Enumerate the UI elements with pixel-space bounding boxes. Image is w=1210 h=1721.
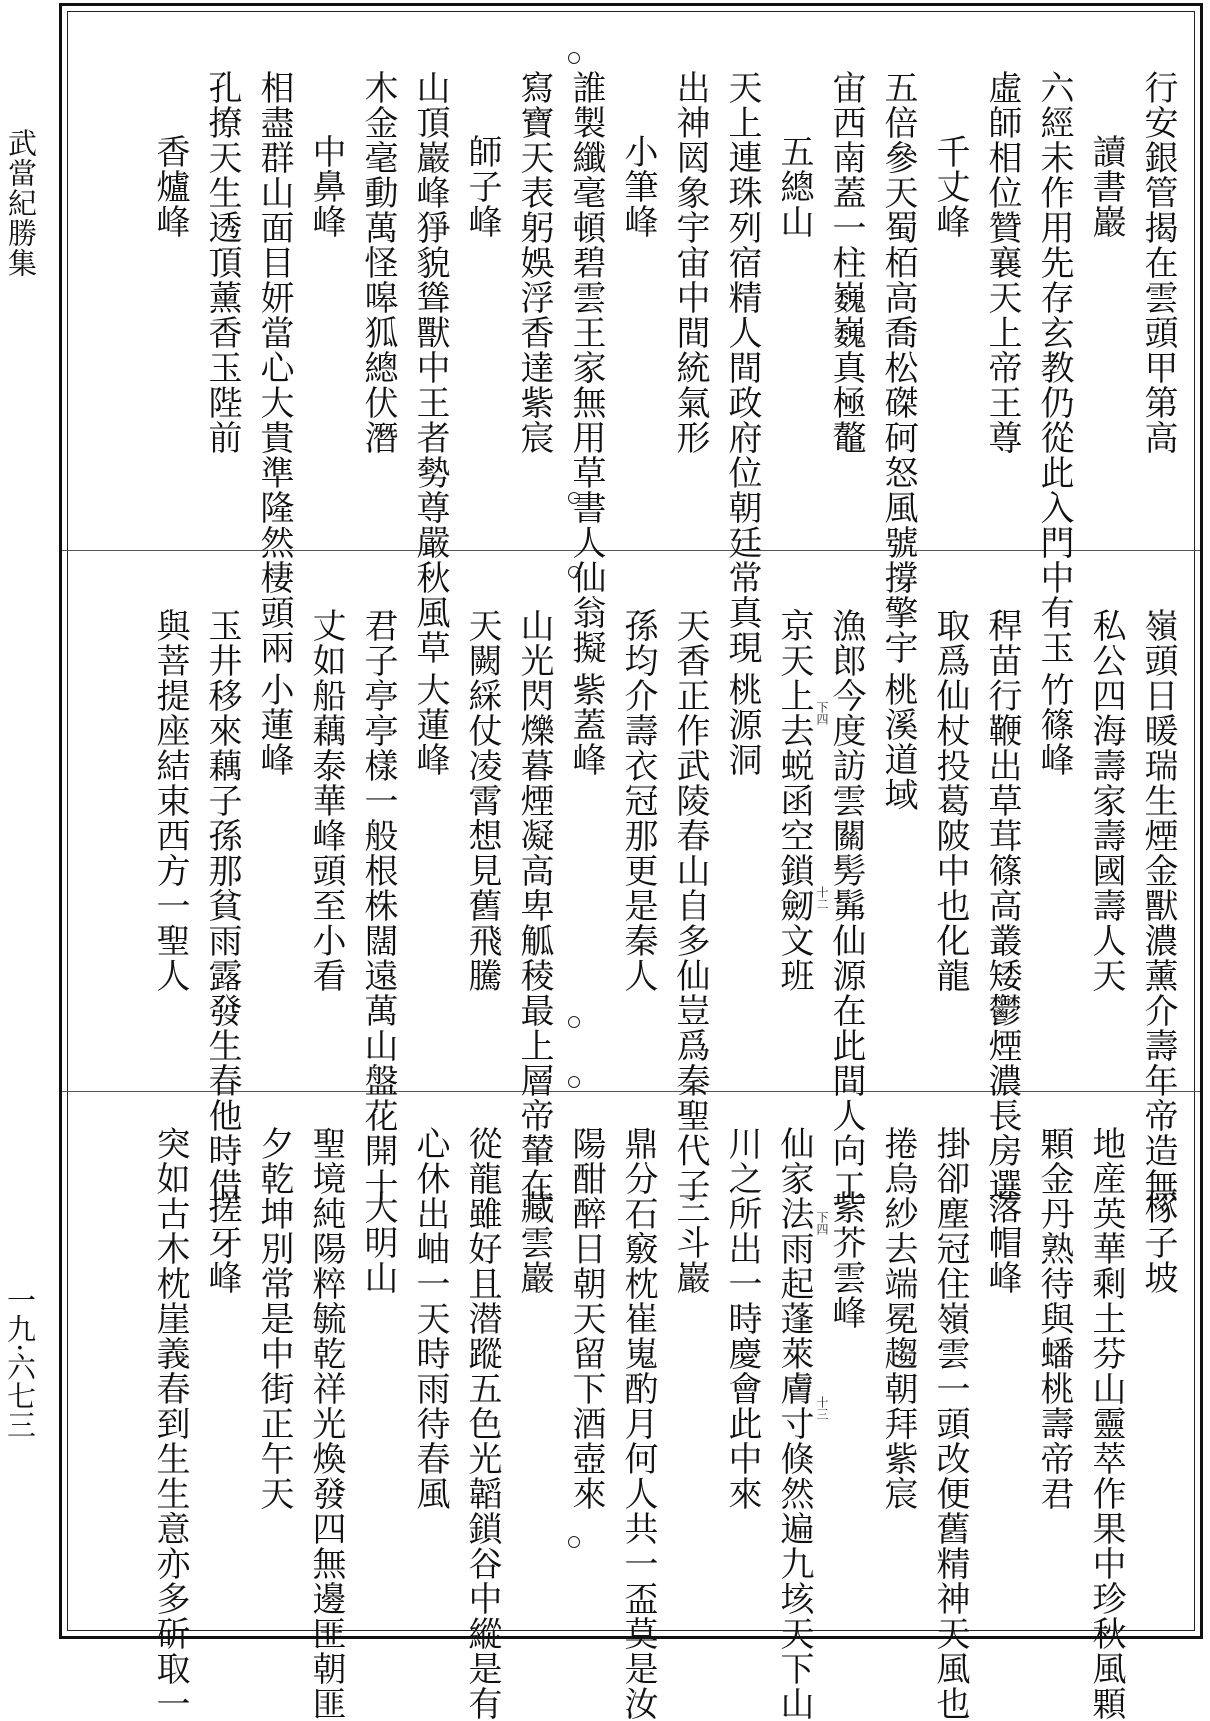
verse-column: 宙西南蓋一柱巍巍真極鼇 xyxy=(826,70,866,455)
poem-title: 香爐峰 xyxy=(150,134,190,239)
circle-mark-icon xyxy=(568,566,580,578)
verse-column: 孔撩天生透頂薰香玉陛前 xyxy=(202,70,242,455)
poem-title: 讀書巖 xyxy=(1086,134,1126,239)
verse-column: 天闕綵仗凌霄想見舊飛騰 xyxy=(462,608,502,993)
verse-column: 地産英華剩土芬山靈萃作果中珍秋風顆 xyxy=(1086,1126,1126,1721)
column-group xyxy=(70,608,1192,1203)
verse-column: 六經未作用先存玄教仍從此入門中有玉 xyxy=(1034,70,1074,665)
poem-title: 藏雲巖 xyxy=(514,1190,554,1295)
page-frame xyxy=(59,3,1203,1721)
small-note: 十二 xyxy=(815,886,829,910)
verse-column: 木金毫動萬怪嗥狐總伏潛 xyxy=(358,70,398,455)
poem-title: 師子峰 xyxy=(462,134,502,239)
verse-column: 漁郎今度訪雲關髣髴仙源在此間人向工 xyxy=(826,608,866,1203)
verse-column: 山頂巖峰猙貌聳獸中王者勢尊嚴秋風草 xyxy=(410,70,450,665)
circle-mark-icon xyxy=(568,52,580,64)
verse-column: 君子亭亭樣一般根株闊遠萬山盤花開十 xyxy=(358,608,398,1203)
verse-column: 川之所出一時慶會此中來 xyxy=(722,1126,762,1511)
poem-title: 五總山 xyxy=(774,134,814,239)
poem-title: 千丈峰 xyxy=(930,134,970,239)
text-section-2 xyxy=(70,608,1192,1203)
verse-column: 私公四海壽家壽國壽人天 xyxy=(1086,608,1126,993)
verse-column: 夕乾坤別常是中街正午天 xyxy=(254,1126,294,1511)
poem-title: 桃源洞 xyxy=(722,672,762,777)
column-group xyxy=(70,70,1192,665)
text-section-3 xyxy=(70,1126,1192,1721)
verse-column: 取爲仙杖投葛陂中也化龍 xyxy=(930,608,970,993)
verse-column: 心休出岫一天時雨待春風 xyxy=(410,1126,450,1511)
small-note: 十三 xyxy=(815,1396,829,1420)
verse-column: 玉井移來藕子孫那貧雨露發生春他時借 xyxy=(202,608,242,1203)
verse-column: 行安銀管揭在雲頭甲第高 xyxy=(1138,70,1178,455)
poem-title: 竹篠峰 xyxy=(1034,672,1074,777)
verse-column: 孫均介壽衣冠那更是秦人 xyxy=(618,608,658,993)
poem-title: 大明山 xyxy=(358,1190,398,1295)
verse-column: 突如古木枕崖義春到生生意亦多斫取一 xyxy=(150,1126,190,1721)
poem-title: 椓子坡 xyxy=(1138,1190,1178,1295)
verse-column: 天上連珠列宿精人間政府位朝廷常真現 xyxy=(722,70,762,665)
verse-column: 仙家法雨起蓬萊膚寸倏然遍九垓天下山 xyxy=(774,1126,814,1721)
verse-column: 誰製纖毫頓碧雲王家無用草書人仙翁擬 xyxy=(566,70,606,665)
verse-column: 捲烏紗去端冕趨朝拜紫宸 xyxy=(878,1126,918,1511)
section-divider xyxy=(62,550,1200,551)
poem-title: 中鼻峰 xyxy=(306,134,346,239)
column-group xyxy=(70,1126,1192,1721)
verse-column: 聖境純陽粹毓乾祥光煥發四無邊匪朝匪 xyxy=(306,1126,346,1721)
poem-title: 大蓮峰 xyxy=(410,672,450,777)
poem-title: 紫蓋峰 xyxy=(566,672,606,777)
verse-column: 相盡群山面目妍當心大貴準隆然棲頭兩 xyxy=(254,70,294,665)
verse-column: 嶺頭日暖瑞生煙金獸濃薰介壽年帝造無 xyxy=(1138,608,1178,1203)
poem-title: 小筆峰 xyxy=(618,134,658,239)
poem-title: 桃溪道域 xyxy=(878,672,918,812)
verse-column: 虛師相位贊襄天上帝王尊 xyxy=(982,70,1022,455)
book-title-margin: 武當紀勝集 xyxy=(4,128,38,278)
circle-mark-icon xyxy=(568,492,580,504)
verse-column: 從龍雖好且潜蹤五色光韜鎖谷中縱是有 xyxy=(462,1126,502,1721)
circle-mark-icon xyxy=(568,1536,580,1548)
text-section-1 xyxy=(70,70,1192,665)
verse-column: 寫寶天表躬娛浮香達紫宸 xyxy=(514,70,554,455)
poem-title: 三斗巖 xyxy=(670,1190,710,1295)
verse-column: 出神㒺象宇宙中間統氣形 xyxy=(670,70,710,455)
verse-column: 與菩提座結束西方一聖人 xyxy=(150,608,190,993)
poem-title: 紫芥雲峰 xyxy=(826,1190,866,1330)
verse-column: 五倍參天蜀栢高喬松磔砢怒風號撐擎宇 xyxy=(878,70,918,665)
poem-title: 落帽峰 xyxy=(982,1190,1022,1295)
verse-column: 山光閃爍暮煙凝高卑觚稜最上層帝輦在 xyxy=(514,608,554,1203)
verse-column: 稈苗行鞭出草茸篠高叢矮鬱煙濃長房選 xyxy=(982,608,1022,1203)
verse-column: 顆金丹熟待與蟠桃壽帝君 xyxy=(1034,1126,1074,1511)
small-note: 下四 xyxy=(815,701,829,725)
verse-column: 鼎分石竅枕崔嵬酌月何人共一盃莫是汝 xyxy=(618,1126,658,1721)
page-number: 一九·六七三 xyxy=(3,1285,37,1440)
small-note: 下四 xyxy=(815,1211,829,1235)
circle-mark-icon xyxy=(568,1016,580,1028)
verse-column: 陽酣醉日朝天留下酒壺來 xyxy=(566,1126,606,1511)
verse-column: 京天上去蜕函空鎖劒文班 xyxy=(774,608,814,993)
verse-column: 丈如船藕泰華峰頭至小看 xyxy=(306,608,346,993)
verse-column: 掛卻塵冠住嶺雲一頭改便舊精神天風也 xyxy=(930,1126,970,1721)
poem-title: 搓牙峰 xyxy=(202,1190,242,1295)
verse-column: 天香正作武陵春山自多仙豈爲秦聖代子 xyxy=(670,608,710,1203)
poem-title: 小蓮峰 xyxy=(254,672,294,777)
circle-mark-icon xyxy=(568,1076,580,1088)
